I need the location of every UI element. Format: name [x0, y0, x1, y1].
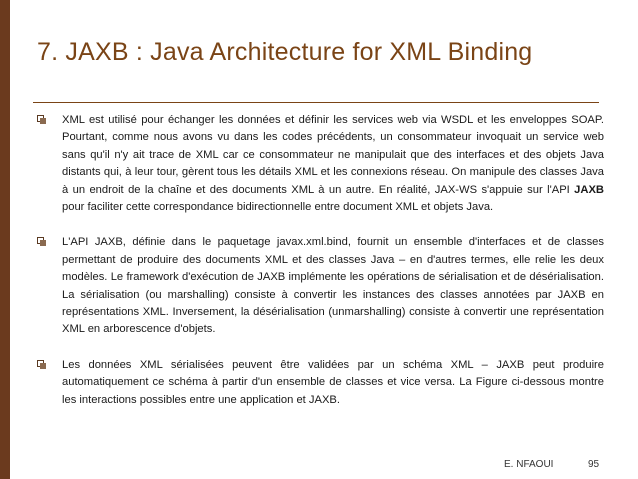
bullet-item-xml-schema	[36, 357, 604, 409]
title-divider	[33, 102, 599, 103]
slide-title: 7. JAXB : Java Architecture for XML Binding	[37, 38, 533, 66]
bullet-list	[36, 112, 604, 427]
bullet-bold-term: JAXB	[574, 183, 604, 196]
bullet-paragraph	[62, 112, 604, 216]
bullet-paragraph: L'API JAXB, définie dans le paquetage javax.xml.bind, fournit un ensemble d'interfaces et de classes permettant de produire des documents XML et des classes Java – en d'autres termes, elle relie les deux modèles. Le framework d'exécution de JAXB implémente les opérations de sérialisation et de désérialisation. La sérialisation (ou marshalling) consiste à convertir les instances des classes annotées par JAXB en représentations XML. Inversement, la désérialisation (unmarshalling) consiste à convertir une représentation XML en arborescence d'objets.	[62, 236, 604, 336]
square-bullet-icon	[37, 115, 44, 122]
bullet-item-xml-web-services	[36, 112, 604, 216]
footer-page-number: 95	[588, 459, 600, 470]
bullet-item-jaxb-api	[36, 234, 604, 338]
square-bullet-icon	[37, 360, 44, 367]
square-bullet-icon	[37, 237, 44, 244]
footer-author: E. NFAOUI	[504, 459, 554, 470]
bullet-text: pour faciliter cette correspondance bidirectionnelle entre document XML et objets Java.	[62, 201, 494, 214]
bullet-paragraph: Les données XML sérialisées peuvent être validées par un schéma XML – JAXB peut produire automatiquement ce schéma à partir d'un ensemble de classes et vice versa. La Figure ci-dessous montre les interactions possibles entre une application et JAXB.	[62, 358, 604, 406]
bullet-text: XML est utilisé pour échanger les données et définir les services web via WSDL et les enveloppes SOAP. Pourtant, comme nous avons vu dans les codes précédents, un consommateur invoquait un service web sans qu'il n'y ait trace de XML car ce consommateur ne manipulait que des interfaces et des objets Java distants qui, à leur tour, gèrent tous les détails XML et les connexions réseau. On manipule des classes Java à un endroit de la chaîne et des documents XML à un autre. En réalité, JAX-WS s'appuie sur l'API	[62, 114, 604, 196]
left-accent-bar	[0, 0, 10, 479]
